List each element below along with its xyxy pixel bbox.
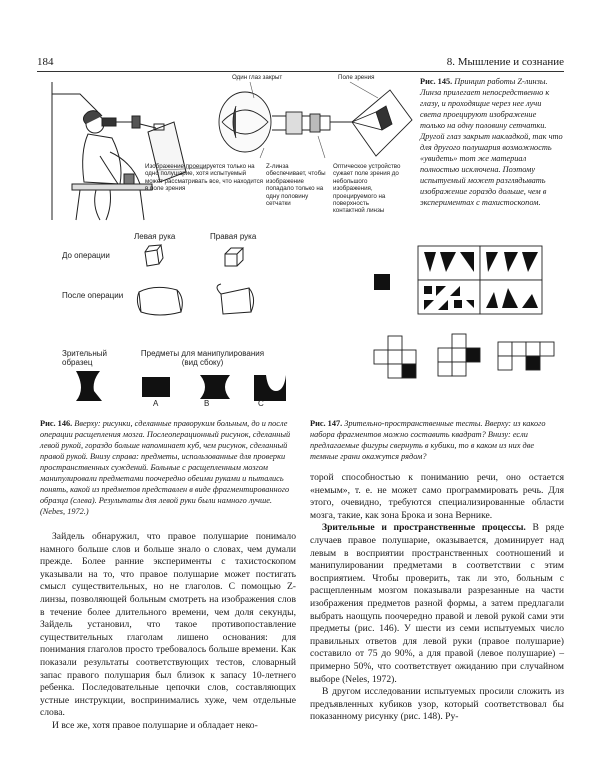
left-column xyxy=(40,531,296,733)
section-heading: Зрительные и пространственные процессы. xyxy=(322,522,526,534)
label-z-lens: Z-линза обеспечивает, чтобы изображение попадало только на одну половину сетчатки xyxy=(266,163,326,208)
fig146-objects xyxy=(70,367,290,407)
label-before-op: До операции xyxy=(62,251,110,260)
fig146-drawings xyxy=(125,242,345,342)
fig147-illustration xyxy=(368,238,578,408)
chapter-title: 8. Мышление и сознание xyxy=(446,56,564,68)
fig146-caption-label: Рис. 146. xyxy=(40,419,73,428)
label-optical-device: Оптическое устройство сужает поле зрения до небольшого изображения, проецируемого на поверхность контактной линзы xyxy=(333,163,401,215)
fig145-caption-text: Принцип работы Z-линзы. Линза прилегает непосредственно к глазу, и проходящие через нее лучи света проецируют изображение только на одну половину сетчатки. Другой глаз закрыт накладкой, так что для другого полушария возможность «увидеть» тот же материал полностью исключена. Поэтому испытуемый может разглядывать изображение гораздо дольше, чем в экспериментах с тахистоскопом. xyxy=(420,77,563,207)
left-paragraph-1: Зайдель обнаружил, что правое полушарие понимало намного больше слов и больше знало о словах, чем думали прежде. Более ранние эксперименты с тахистоскопом указывали на то, что правое полушарие может постигать смысл существительных, но не глаголов. С помощью Z-линзы, позволяющей больным смотреть на изображения слов в течение более длительного времени, чем доля секунды, Зайдель установил, что такое противопоставление существительных глаголам лишено основания: для понимания глаголов просто требовалось больше времени. Как показали результаты соответствующих тестов, словарный запас правого полушария был близок к запасу 10-летнего ребенка. Последовательные цепочки слов, составляющих устные инструкции, воспринимались хуже, чем отдельные слова. xyxy=(40,531,296,719)
fig145-caption-label: Рис. 145. xyxy=(420,77,453,86)
right-section xyxy=(310,522,564,686)
page-number: 184 xyxy=(37,56,54,68)
label-left-hand: Левая рука xyxy=(134,232,176,241)
label-b: В xyxy=(204,399,210,408)
right-continuation: торой способностью к пониманию речи, оно остается «немым», т. е. не может само программировать речь. Для этого, очевидно, требуются специализированные области мозга, такие, как зона Брока и зона Вернике. xyxy=(310,472,564,521)
left-paragraph-2: И все же, хотя правое полушарие и обладает неко- xyxy=(52,719,258,731)
fig146-caption-text: Вверху: рисунки, сделанные праворуким больным, до и после операции расщепления мозга. Послеоперационный рисунок, сделанный левой рукой, гораздо больше напоминает куб, чем рисунок, сделанный правой рукой. Внизу справа: предметы, использованные для проверки пространственных суждений. Больные с расщепленным мозгом манипулировали предметами поочередно обеими руками и пытались понять, какой из предметов представлен в виде фрагментированного образца (слева). Результаты для левой руки были намного лучше. (Nebes, 1972.) xyxy=(40,419,291,516)
section-text: В ряде случаев правое полушарие, оказывается, доминирует над левым в восприятии пространственных соотношений и манипулировании предметами в соответствии с этим восприятием. Чтобы проверить, так ли это, больным с расщепленным мозгом показывали разрезанные на части изображения предметов разной формы, а затем предлагали выбрать наощупь поочередно правой и левой рукой сами эти предметы (рис. 146). У шести из семи испытуемых число правильных ответов для левой руки (правое полушарие) составило от 75 до 90%, а для правой (левое полушарие) – примерно 50%, что соответствует ожиданию при случайном выборе (Neles, 1972). xyxy=(310,522,564,685)
fig146-caption xyxy=(40,418,298,517)
fig147-caption xyxy=(310,418,564,462)
label-right-hand: Правая рука xyxy=(210,232,257,241)
label-objects: Предметы для манипулирования (вид сбоку) xyxy=(140,349,265,367)
fig147-caption-text: Зрительно-пространственные тесты. Вверху: из какого набора фрагментов можно составить квадрат? Внизу: если предлагаемые фигуры свернуть в кубики, то в каком из них две темные грани окажутся рядом? xyxy=(310,419,546,461)
label-field-of-view: Поле зрения xyxy=(338,74,375,81)
label-after-op: После операции xyxy=(62,291,124,300)
label-c: С xyxy=(258,399,264,408)
label-one-eye-closed: Один глаз закрыт xyxy=(232,74,283,81)
fig147-caption-label: Рис. 147. xyxy=(310,419,343,428)
label-a: А xyxy=(153,399,159,408)
fig145-caption xyxy=(420,76,563,208)
label-image-projected: Изображение проецируется только на одно полушарие, хотя испытуемый может рассматривать все, что находится в поле зрения xyxy=(145,163,264,193)
right-last-paragraph: В другом исследовании испытуемых просили сложить из предъявленных кубиков узор, который соответствовал бы показанному рисунку (рис. 148). Ру- xyxy=(310,686,564,723)
right-column xyxy=(310,472,564,724)
label-visual-sample: Зрительный образец xyxy=(62,349,107,367)
